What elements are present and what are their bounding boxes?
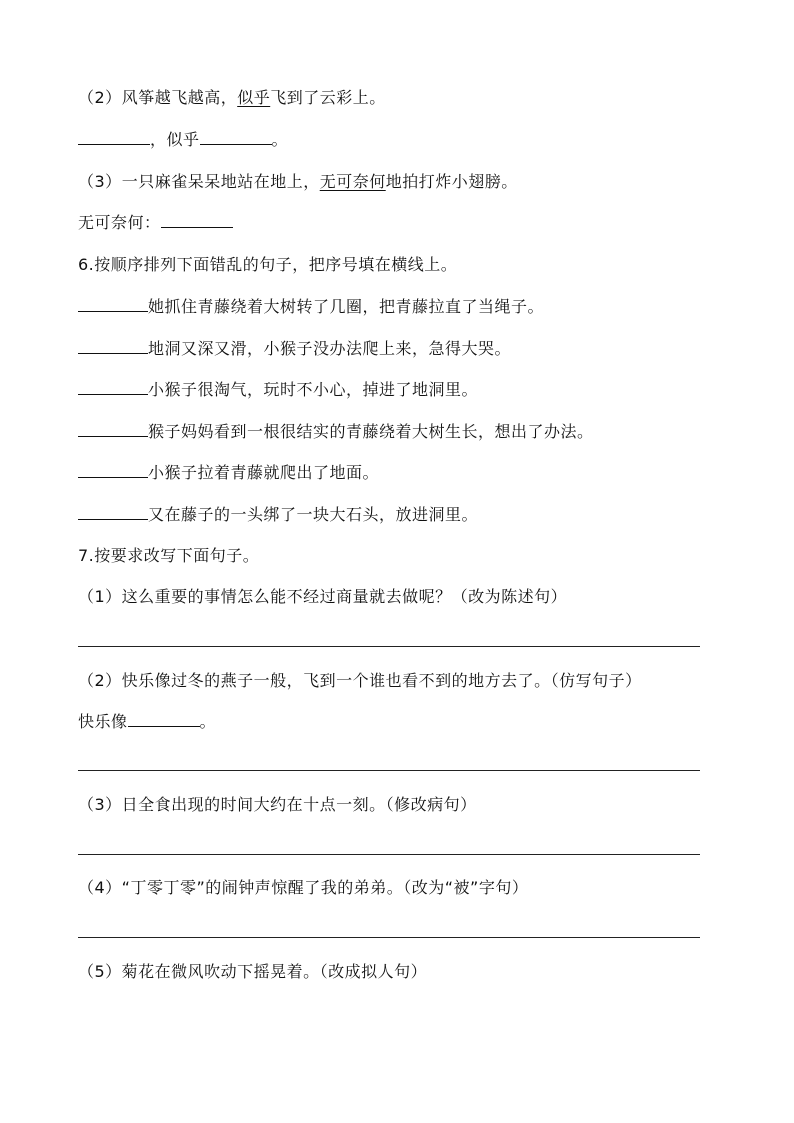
q7-title: 7.按要求改写下面句子。 [78,546,260,565]
answer-line[interactable] [78,937,700,938]
prompt-word: 似乎 [166,130,200,149]
answer-blank[interactable] [78,130,150,145]
sentence-text: 风筝越飞越高， [121,88,238,107]
item-number: （3） [78,172,122,191]
q6-sentence-row [78,380,478,400]
q7-item2-fill-row [78,712,216,732]
punctuation: ， [150,130,167,149]
sentence-text: 她抓住青藤绕着大树转了几圈，把青藤拉直了当绳子。 [148,297,545,316]
underlined-word: 似乎 [237,88,271,107]
answer-line[interactable] [78,646,700,647]
sentence-text: 猴子妈妈看到一根很结实的青藤绕着大树生长，想出了办法。 [148,422,594,441]
prompt-label: 无可奈何： [78,213,161,232]
q7-item5: （5）菊花在微风吹动下摇晃着。（改成拟人句） [78,962,428,981]
q5-item3-sentence [78,172,518,192]
q6-title: 6.按顺序排列下面错乱的句子，把序号填在横线上。 [78,255,458,274]
q7-item2: （2）快乐像过冬的燕子一般，飞到一个谁也看不到的地方去了。（仿写句子） [78,671,642,690]
sentence-text: 一只麻雀呆呆地站在地上， [121,172,320,191]
order-blank[interactable] [78,422,148,437]
order-blank[interactable] [78,380,148,395]
q7-item4: （4）“丁零丁零”的闹钟声惊醒了我的弟弟。（改为“被”字句） [78,878,529,897]
q6-sentence-row [78,422,594,442]
sentence-text: 小猴子很淘气，玩时不小心，掉进了地洞里。 [148,380,479,399]
order-blank[interactable] [78,505,148,520]
sentence-text: 地洞又深又滑，小猴子没办法爬上来，急得大哭。 [148,339,512,358]
sentence-text: 地拍打炸小翅膀。 [385,172,518,191]
punctuation: 。 [199,712,217,731]
answer-blank[interactable] [200,130,272,145]
q6-sentence-row [78,505,478,525]
item-number: （2） [78,88,122,107]
answer-blank[interactable] [128,712,200,727]
q6-sentence-row [78,297,544,317]
punctuation: 。 [271,130,289,149]
prompt-label: 快乐像 [78,712,128,731]
q6-sentence-row [78,463,379,483]
sentence-text: 又在藤子的一头绑了一块大石头，放进洞里。 [148,505,479,524]
q7-item3: （3）日全食出现的时间大约在十点一刻。（修改病句） [78,795,477,814]
q5-item2-fill-row [78,130,288,150]
answer-line[interactable] [78,770,700,771]
order-blank[interactable] [78,297,148,312]
order-blank[interactable] [78,339,148,354]
q5-item2-sentence [78,88,386,108]
order-blank[interactable] [78,463,148,478]
sentence-text: 飞到了云彩上。 [270,88,386,107]
q7-item1: （1）这么重要的事情怎么能不经过商量就去做呢？（改为陈述句） [78,587,568,606]
underlined-word: 无可奈何 [319,172,386,191]
answer-blank[interactable] [161,213,233,228]
q6-sentence-row [78,339,511,359]
sentence-text: 小猴子拉着青藤就爬出了地面。 [148,463,380,482]
answer-line[interactable] [78,854,700,855]
q5-item3-fill-row [78,213,233,233]
